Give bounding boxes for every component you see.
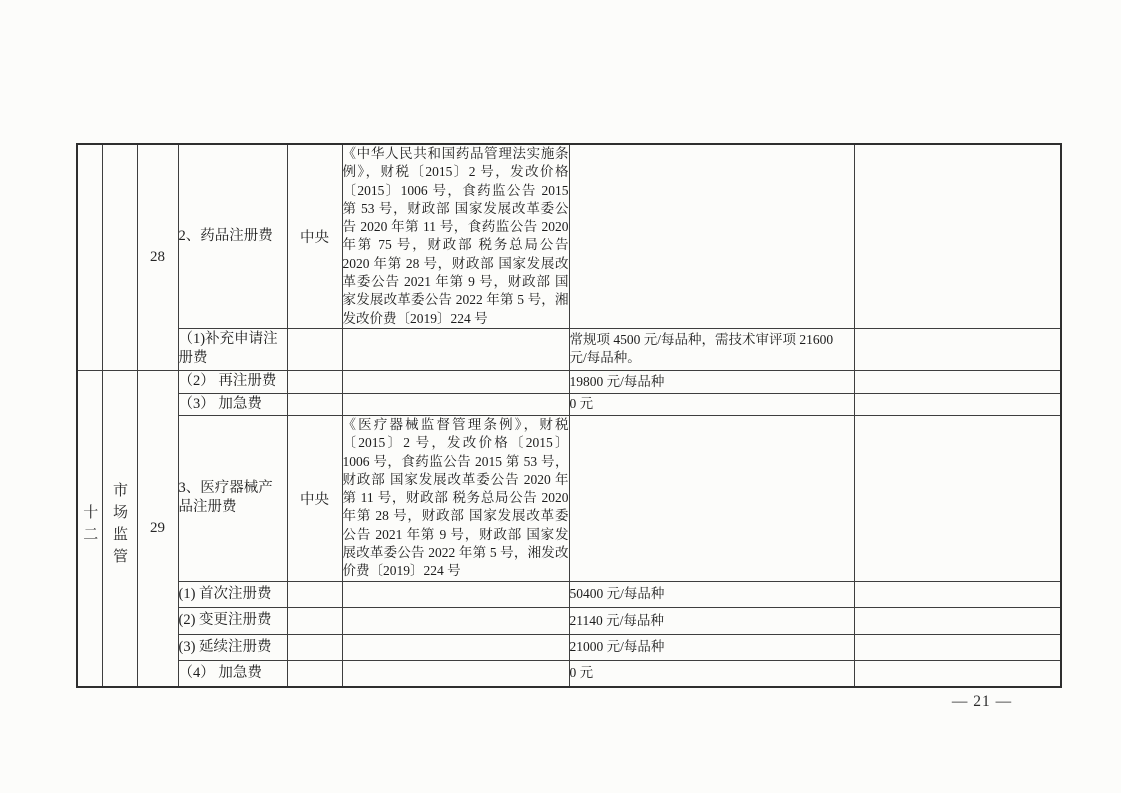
remark-cell: [854, 634, 1061, 660]
remark-cell: [854, 393, 1061, 415]
legal-basis-cell: 《中华人民共和国药品管理法实施条例》，财税〔2015〕2 号，发改价格〔2015〕1006 号，食药监公告 2015 第 53 号，财政部 国家发展改革委公告 2020 年第 11 号，食药监公告 2020 年第 75 号，财政部 税务总局公告 2020 年第 28 号，财政部 国家发展改革委公告 2021 年第 9 号，财政部 国家发展改革委公告 2022 年第 5 号，湘发改价费〔2019〕224 号: [342, 144, 569, 328]
level-cell: [287, 607, 342, 634]
fee-standard-cell: 21140 元/每品种: [569, 607, 854, 634]
legal-basis-cell: [342, 634, 569, 660]
fee-standard-cell: [569, 144, 854, 328]
legal-basis-cell: [342, 393, 569, 415]
remark-cell: [854, 660, 1061, 687]
fee-name-cell: （4） 加急费: [178, 660, 287, 687]
remark-cell: [854, 328, 1061, 370]
category-cell-12: [77, 370, 102, 687]
category-cell-empty: [77, 144, 102, 370]
fee-name-cell: (2) 变更注册费: [178, 607, 287, 634]
level-cell: [287, 393, 342, 415]
fee-standard-cell: [569, 415, 854, 581]
remark-cell: [854, 144, 1061, 328]
fee-standard-cell: 21000 元/每品种: [569, 634, 854, 660]
remark-cell: [854, 581, 1061, 607]
fee-standard-cell: 19800 元/每品种: [569, 370, 854, 393]
seq-cell-29: 29: [137, 370, 178, 687]
legal-basis-cell: [342, 370, 569, 393]
level-cell: [287, 328, 342, 370]
category-label: 十二: [81, 504, 98, 549]
fee-name-cell: （2） 再注册费: [178, 370, 287, 393]
table-row: [77, 328, 1061, 370]
table-row: [77, 415, 1061, 581]
level-cell: [287, 581, 342, 607]
legal-basis-cell: 《医疗器械监督管理条例》，财税〔2015〕2 号，发改价格〔2015〕1006 号，食药监公告 2015 第 53 号，财政部 国家发展改革委公告 2020 年第 11 号，财政部 税务总局公告 2020 年第 28 号，财政部 国家发展改革委公告 2021 年第 9 号，财政部 国家发展改革委公告 2022 年第 5 号，湘发改价费〔2019〕224 号: [342, 415, 569, 581]
level-cell: 中央: [287, 415, 342, 581]
table-row: [77, 581, 1061, 607]
fee-name-cell: (3) 延续注册费: [178, 634, 287, 660]
fee-standard-cell: 50400 元/每品种: [569, 581, 854, 607]
level-cell: [287, 370, 342, 393]
table-row: [77, 634, 1061, 660]
fee-standard-cell: 0 元: [569, 393, 854, 415]
legal-basis-cell: [342, 581, 569, 607]
table-row: [77, 660, 1061, 687]
fee-name-cell: （1)补充申请注册费: [178, 328, 287, 370]
table-row: [77, 370, 1061, 393]
seq-cell-28: 28: [137, 144, 178, 370]
legal-basis-cell: [342, 328, 569, 370]
fee-schedule-table: [76, 143, 1062, 688]
fee-name-cell: (1) 首次注册费: [178, 581, 287, 607]
fee-name-cell: 3、医疗器械产品注册费: [178, 415, 287, 581]
remark-cell: [854, 370, 1061, 393]
fee-name-cell: （3） 加急费: [178, 393, 287, 415]
remark-cell: [854, 607, 1061, 634]
level-cell: [287, 634, 342, 660]
table-row: [77, 144, 1061, 328]
remark-cell: [854, 415, 1061, 581]
fee-standard-cell: 0 元: [569, 660, 854, 687]
legal-basis-cell: [342, 607, 569, 634]
legal-basis-cell: [342, 660, 569, 687]
table-row: [77, 393, 1061, 415]
department-label: 市场监管: [111, 482, 127, 571]
fee-name-cell: 2、药品注册费: [178, 144, 287, 328]
fee-standard-cell: 常规项 4500 元/每品种，需技术审评项 21600 元/每品种。: [569, 328, 854, 370]
department-cell-market-regulation: [102, 370, 137, 687]
page-number: — 21 —: [951, 693, 1013, 710]
level-cell: [287, 660, 342, 687]
table-row: [77, 607, 1061, 634]
department-cell-empty: [102, 144, 137, 370]
level-cell: 中央: [287, 144, 342, 328]
